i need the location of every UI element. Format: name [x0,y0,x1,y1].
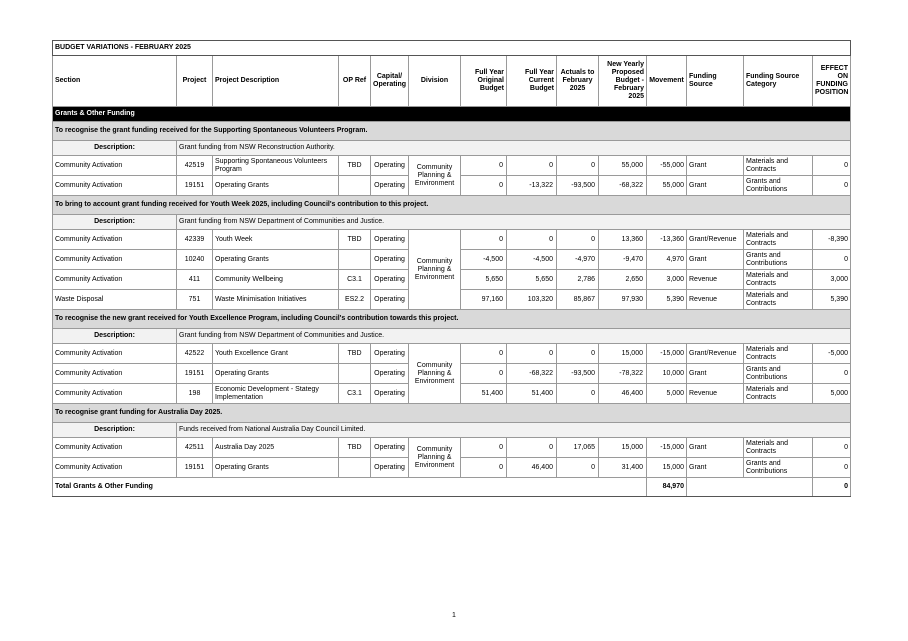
actuals-cell: -93,500 [557,364,599,384]
actuals-cell: 0 [557,458,599,478]
header-division: Division [409,56,461,107]
funding-category-cell: Materials and Contracts [744,384,813,404]
op-ref-cell: TBD [339,230,371,250]
new-yearly-budget-cell: 2,650 [599,270,647,290]
description-text: Grant funding from NSW Department of Communities and Justice. [177,215,851,230]
actuals-cell: 0 [557,384,599,404]
original-budget-cell: 0 [461,156,507,176]
capital-operating-cell: Operating [371,230,409,250]
actuals-cell: -4,970 [557,250,599,270]
effect-cell: 0 [813,250,851,270]
project-cell: 10240 [177,250,213,270]
movement-cell: -13,360 [647,230,687,250]
movement-cell: -15,000 [647,344,687,364]
table-row [53,156,851,176]
op-ref-cell: C3.1 [339,270,371,290]
budget-variations-table [52,40,851,497]
original-budget-cell: 0 [461,438,507,458]
effect-cell: 0 [813,458,851,478]
effect-cell: 5,390 [813,290,851,310]
new-yearly-budget-cell: 46,400 [599,384,647,404]
effect-cell: -5,000 [813,344,851,364]
movement-cell: -15,000 [647,438,687,458]
description-cell: Youth Excellence Grant [213,344,339,364]
new-yearly-budget-cell: 31,400 [599,458,647,478]
total-label: Total Grants & Other Funding [53,478,647,497]
project-cell: 198 [177,384,213,404]
current-budget-cell: 0 [507,438,557,458]
section-heading-row [53,107,851,122]
description-label: Description: [53,329,177,344]
capital-operating-cell: Operating [371,344,409,364]
movement-cell: 5,000 [647,384,687,404]
funding-source-cell: Grant/Revenue [687,230,744,250]
header-section: Section [53,56,177,107]
actuals-cell: -93,500 [557,176,599,196]
section-cell: Community Activation [53,344,177,364]
actuals-cell: 0 [557,230,599,250]
group-heading-row [53,404,851,423]
group-heading: To recognise grant funding for Australia Day 2025. [53,404,851,423]
new-yearly-budget-cell: -9,470 [599,250,647,270]
actuals-cell: 85,867 [557,290,599,310]
description-cell: Supporting Spontaneous Volunteers Program [213,156,339,176]
op-ref-cell [339,458,371,478]
original-budget-cell: 5,650 [461,270,507,290]
capital-operating-cell: Operating [371,270,409,290]
capital-operating-cell: Operating [371,458,409,478]
header-project: Project [177,56,213,107]
capital-operating-cell: Operating [371,290,409,310]
group-heading: To recognise the new grant received for Youth Excellence Program, including Council's contribution towards this project. [53,310,851,329]
description-label: Description: [53,423,177,438]
project-cell: 42339 [177,230,213,250]
new-yearly-budget-cell: 15,000 [599,438,647,458]
division-cell: Community Planning & Environment [409,156,461,196]
table-row [53,438,851,458]
effect-cell: 3,000 [813,270,851,290]
description-cell: Operating Grants [213,458,339,478]
header-op-ref: OP Ref [339,56,371,107]
total-movement: 84,970 [647,478,687,497]
original-budget-cell: 0 [461,364,507,384]
funding-source-cell: Grant [687,250,744,270]
description-cell: Economic Development - Stategy Implementation [213,384,339,404]
actuals-cell: 17,065 [557,438,599,458]
project-cell: 42511 [177,438,213,458]
description-label: Description: [53,215,177,230]
page-number: 1 [452,612,456,619]
division-cell: Community Planning & Environment [409,344,461,404]
section-cell: Community Activation [53,230,177,250]
description-cell: Waste Minimisation Initiatives [213,290,339,310]
total-row [53,478,851,497]
group-heading-row [53,196,851,215]
funding-category-cell: Materials and Contracts [744,290,813,310]
original-budget-cell: 0 [461,344,507,364]
total-effect: 0 [813,478,851,497]
current-budget-cell: 46,400 [507,458,557,478]
description-text: Funds received from National Australia Day Council Limited. [177,423,851,438]
header-capital-operating: Capital/ Operating [371,56,409,107]
op-ref-cell: TBD [339,344,371,364]
funding-category-cell: Grants and Contributions [744,176,813,196]
total-blank [687,478,813,497]
header-actuals: Actuals to February 2025 [557,56,599,107]
original-budget-cell: 51,400 [461,384,507,404]
section-cell: Community Activation [53,384,177,404]
op-ref-cell [339,250,371,270]
op-ref-cell: C3.1 [339,384,371,404]
funding-category-cell: Materials and Contracts [744,230,813,250]
original-budget-cell: 97,160 [461,290,507,310]
funding-source-cell: Revenue [687,270,744,290]
description-row [53,215,851,230]
header-funding-source: Funding Source [687,56,744,107]
effect-cell: 0 [813,364,851,384]
movement-cell: 10,000 [647,364,687,384]
description-row [53,141,851,156]
group-heading-row [53,122,851,141]
header-funding-category: Funding Source Category [744,56,813,107]
funding-source-cell: Grant [687,364,744,384]
section-cell: Waste Disposal [53,290,177,310]
capital-operating-cell: Operating [371,384,409,404]
actuals-cell: 2,786 [557,270,599,290]
current-budget-cell: 0 [507,344,557,364]
header-full-year-current: Full Year Current Budget [507,56,557,107]
description-cell: Operating Grants [213,250,339,270]
project-cell: 751 [177,290,213,310]
new-yearly-budget-cell: -78,322 [599,364,647,384]
header-effect: EFFECT ON FUNDING POSITION [813,56,851,107]
funding-source-cell: Grant [687,176,744,196]
movement-cell: 4,970 [647,250,687,270]
new-yearly-budget-cell: -68,322 [599,176,647,196]
original-budget-cell: -4,500 [461,250,507,270]
new-yearly-budget-cell: 13,360 [599,230,647,250]
project-cell: 42519 [177,156,213,176]
effect-cell: 0 [813,156,851,176]
effect-cell: -8,390 [813,230,851,250]
original-budget-cell: 0 [461,230,507,250]
description-row [53,329,851,344]
section-cell: Community Activation [53,438,177,458]
funding-source-cell: Grant [687,438,744,458]
op-ref-cell: ES2.2 [339,290,371,310]
header-new-yearly: New Yearly Proposed Budget - February 2025 [599,56,647,107]
funding-category-cell: Materials and Contracts [744,156,813,176]
table-row [53,230,851,250]
funding-source-cell: Grant/Revenue [687,344,744,364]
budget-variations-document [52,40,850,497]
funding-source-cell: Grant [687,156,744,176]
op-ref-cell: TBD [339,438,371,458]
section-cell: Community Activation [53,156,177,176]
funding-category-cell: Grants and Contributions [744,364,813,384]
funding-category-cell: Materials and Contracts [744,344,813,364]
capital-operating-cell: Operating [371,364,409,384]
document-title: BUDGET VARIATIONS - FEBRUARY 2025 [53,41,851,56]
section-heading: Grants & Other Funding [53,107,851,122]
effect-cell: 0 [813,176,851,196]
current-budget-cell: -4,500 [507,250,557,270]
project-cell: 42522 [177,344,213,364]
section-cell: Community Activation [53,270,177,290]
current-budget-cell: 51,400 [507,384,557,404]
title-row [53,41,851,56]
description-cell: Community Wellbeing [213,270,339,290]
capital-operating-cell: Operating [371,438,409,458]
project-cell: 19151 [177,364,213,384]
funding-source-cell: Revenue [687,384,744,404]
header-movement: Movement [647,56,687,107]
section-cell: Community Activation [53,364,177,384]
funding-source-cell: Grant [687,458,744,478]
effect-cell: 5,000 [813,384,851,404]
capital-operating-cell: Operating [371,156,409,176]
description-row [53,423,851,438]
project-cell: 19151 [177,176,213,196]
movement-cell: 3,000 [647,270,687,290]
funding-category-cell: Materials and Contracts [744,270,813,290]
group-heading-row [53,310,851,329]
current-budget-cell: 5,650 [507,270,557,290]
current-budget-cell: -13,322 [507,176,557,196]
original-budget-cell: 0 [461,176,507,196]
current-budget-cell: 103,320 [507,290,557,310]
movement-cell: 55,000 [647,176,687,196]
funding-category-cell: Grants and Contributions [744,458,813,478]
section-cell: Community Activation [53,176,177,196]
new-yearly-budget-cell: 15,000 [599,344,647,364]
funding-category-cell: Materials and Contracts [744,438,813,458]
header-description: Project Description [213,56,339,107]
section-cell: Community Activation [53,458,177,478]
original-budget-cell: 0 [461,458,507,478]
movement-cell: 5,390 [647,290,687,310]
group-heading: To bring to account grant funding received for Youth Week 2025, including Council's contribution to this project. [53,196,851,215]
current-budget-cell: -68,322 [507,364,557,384]
funding-source-cell: Revenue [687,290,744,310]
project-cell: 19151 [177,458,213,478]
section-cell: Community Activation [53,250,177,270]
capital-operating-cell: Operating [371,250,409,270]
description-text: Grant funding from NSW Department of Communities and Justice. [177,329,851,344]
movement-cell: -55,000 [647,156,687,176]
description-text: Grant funding from NSW Reconstruction Authority. [177,141,851,156]
description-cell: Australia Day 2025 [213,438,339,458]
project-cell: 411 [177,270,213,290]
current-budget-cell: 0 [507,230,557,250]
group-heading: To recognise the grant funding received for the Supporting Spontaneous Volunteers Program. [53,122,851,141]
description-cell: Youth Week [213,230,339,250]
actuals-cell: 0 [557,156,599,176]
division-cell: Community Planning & Environment [409,230,461,310]
description-cell: Operating Grants [213,364,339,384]
op-ref-cell [339,364,371,384]
header-full-year-original: Full Year Original Budget [461,56,507,107]
new-yearly-budget-cell: 97,930 [599,290,647,310]
funding-category-cell: Grants and Contributions [744,250,813,270]
op-ref-cell: TBD [339,156,371,176]
effect-cell: 0 [813,438,851,458]
description-label: Description: [53,141,177,156]
description-cell: Operating Grants [213,176,339,196]
op-ref-cell [339,176,371,196]
division-cell: Community Planning & Environment [409,438,461,478]
capital-operating-cell: Operating [371,176,409,196]
current-budget-cell: 0 [507,156,557,176]
movement-cell: 15,000 [647,458,687,478]
new-yearly-budget-cell: 55,000 [599,156,647,176]
header-row [53,56,851,107]
table-row [53,344,851,364]
actuals-cell: 0 [557,344,599,364]
